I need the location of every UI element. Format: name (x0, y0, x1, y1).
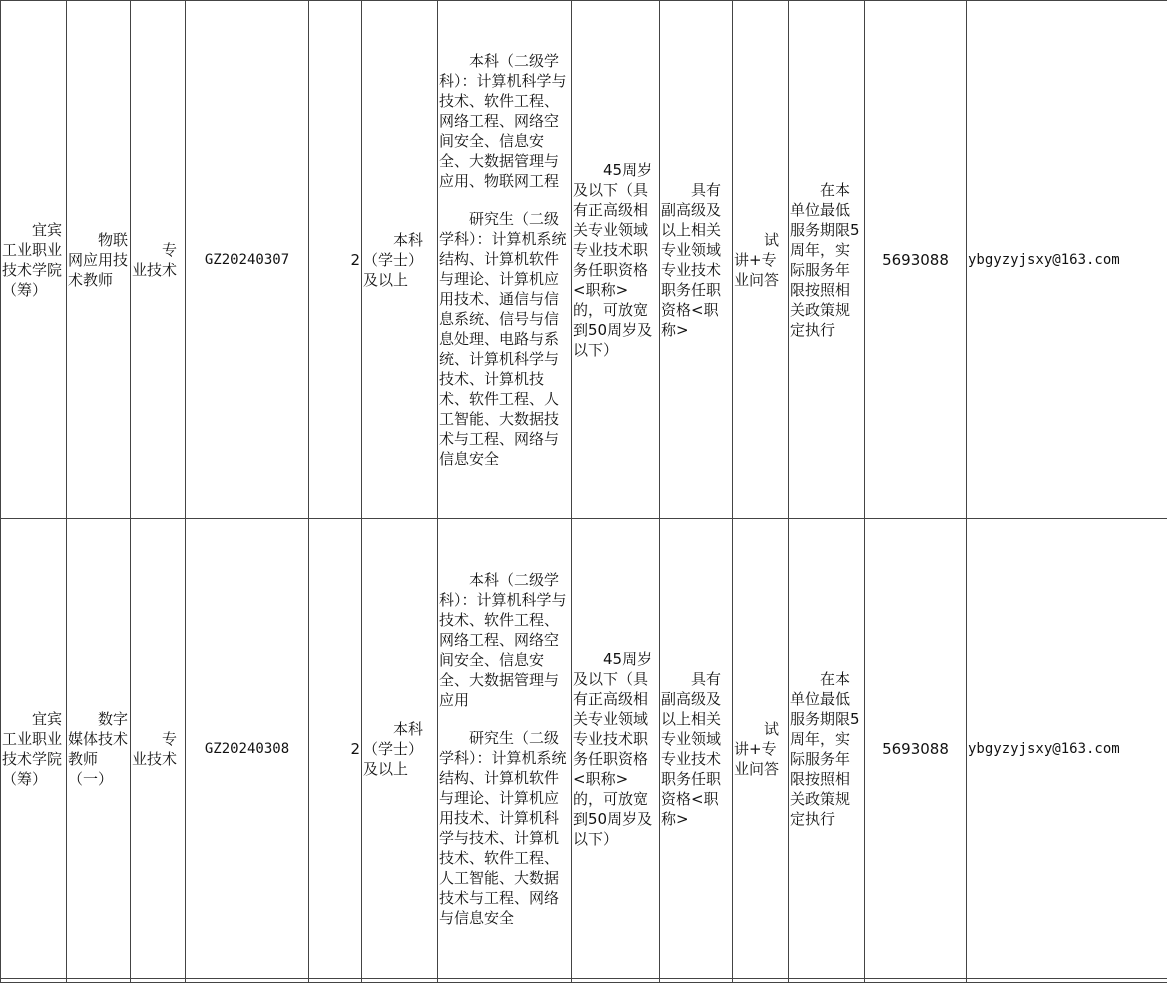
age-requirement-cell: 45周岁及以下（具有正高级相关专业领域专业技术职务任职资格<职称>的，可放宽到50周岁及以下） (572, 519, 660, 979)
email-cell: ybgyzyjsxy@163.com (967, 1, 1167, 519)
major-undergrad-text: 本科（二级学科）：计算机科学与技术、软件工程、网络工程、网络空间安全、信息安全、大数据管理与应用、物联网工程 (439, 51, 570, 191)
other-requirement-cell: 具有副高级及以上相关专业领域专业技术职务任职资格<职称> (660, 1, 733, 519)
category-cell: 专业技术 (131, 1, 186, 519)
table-row (1, 519, 1167, 979)
position-cell: 物联网应用技术教师 (67, 1, 131, 519)
exam-method-cell: 试讲+专业问答 (733, 519, 789, 979)
service-term-cell: 在本单位最低服务期限5周年，实际服务年限按照相关政策规定执行 (789, 1, 865, 519)
age-requirement-cell: 45周岁及以下（具有正高级相关专业领域专业技术职务任职资格<职称>的，可放宽到50周岁及以下） (572, 1, 660, 519)
service-term-cell: 在本单位最低服务期限5周年，实际服务年限按照相关政策规定执行 (789, 519, 865, 979)
major-cell (438, 1, 572, 519)
exam-method-cell: 试讲+专业问答 (733, 1, 789, 519)
position-code-cell: GZ20240308 (186, 519, 309, 979)
headcount-cell: 2 (309, 519, 362, 979)
other-requirement-cell: 具有副高级及以上相关专业领域专业技术职务任职资格<职称> (660, 519, 733, 979)
unit-cell: 宜宾工业职业技术学院（筹） (1, 1, 67, 519)
category-cell: 专业技术 (131, 519, 186, 979)
major-undergrad-text: 本科（二级学科）：计算机科学与技术、软件工程、网络工程、网络空间安全、信息安全、大数据管理与应用 (439, 570, 570, 710)
table-row (1, 1, 1167, 519)
major-cell (438, 519, 572, 979)
headcount-cell: 2 (309, 1, 362, 519)
phone-cell: 5693088 (865, 519, 967, 979)
unit-cell: 宜宾工业职业技术学院（筹） (1, 519, 67, 979)
email-cell: ybgyzyjsxy@163.com (967, 519, 1167, 979)
major-grad-text: 研究生（二级学科）：计算机系统结构、计算机软件与理论、计算机应用技术、通信与信息系统、信号与信息处理、电路与系统、计算机科学与技术、计算机技术、软件工程、人工智能、大数据技术与工程、网络与信息安全 (439, 209, 570, 469)
position-code-cell: GZ20240307 (186, 1, 309, 519)
education-cell: 本科（学士）及以上 (362, 1, 438, 519)
position-cell: 数字媒体技术教师（一） (67, 519, 131, 979)
major-grad-text: 研究生（二级学科）：计算机系统结构、计算机软件与理论、计算机应用技术、计算机科学与技术、计算机技术、软件工程、人工智能、大数据技术与工程、网络与信息安全 (439, 728, 570, 928)
education-cell: 本科（学士）及以上 (362, 519, 438, 979)
phone-cell: 5693088 (865, 1, 967, 519)
